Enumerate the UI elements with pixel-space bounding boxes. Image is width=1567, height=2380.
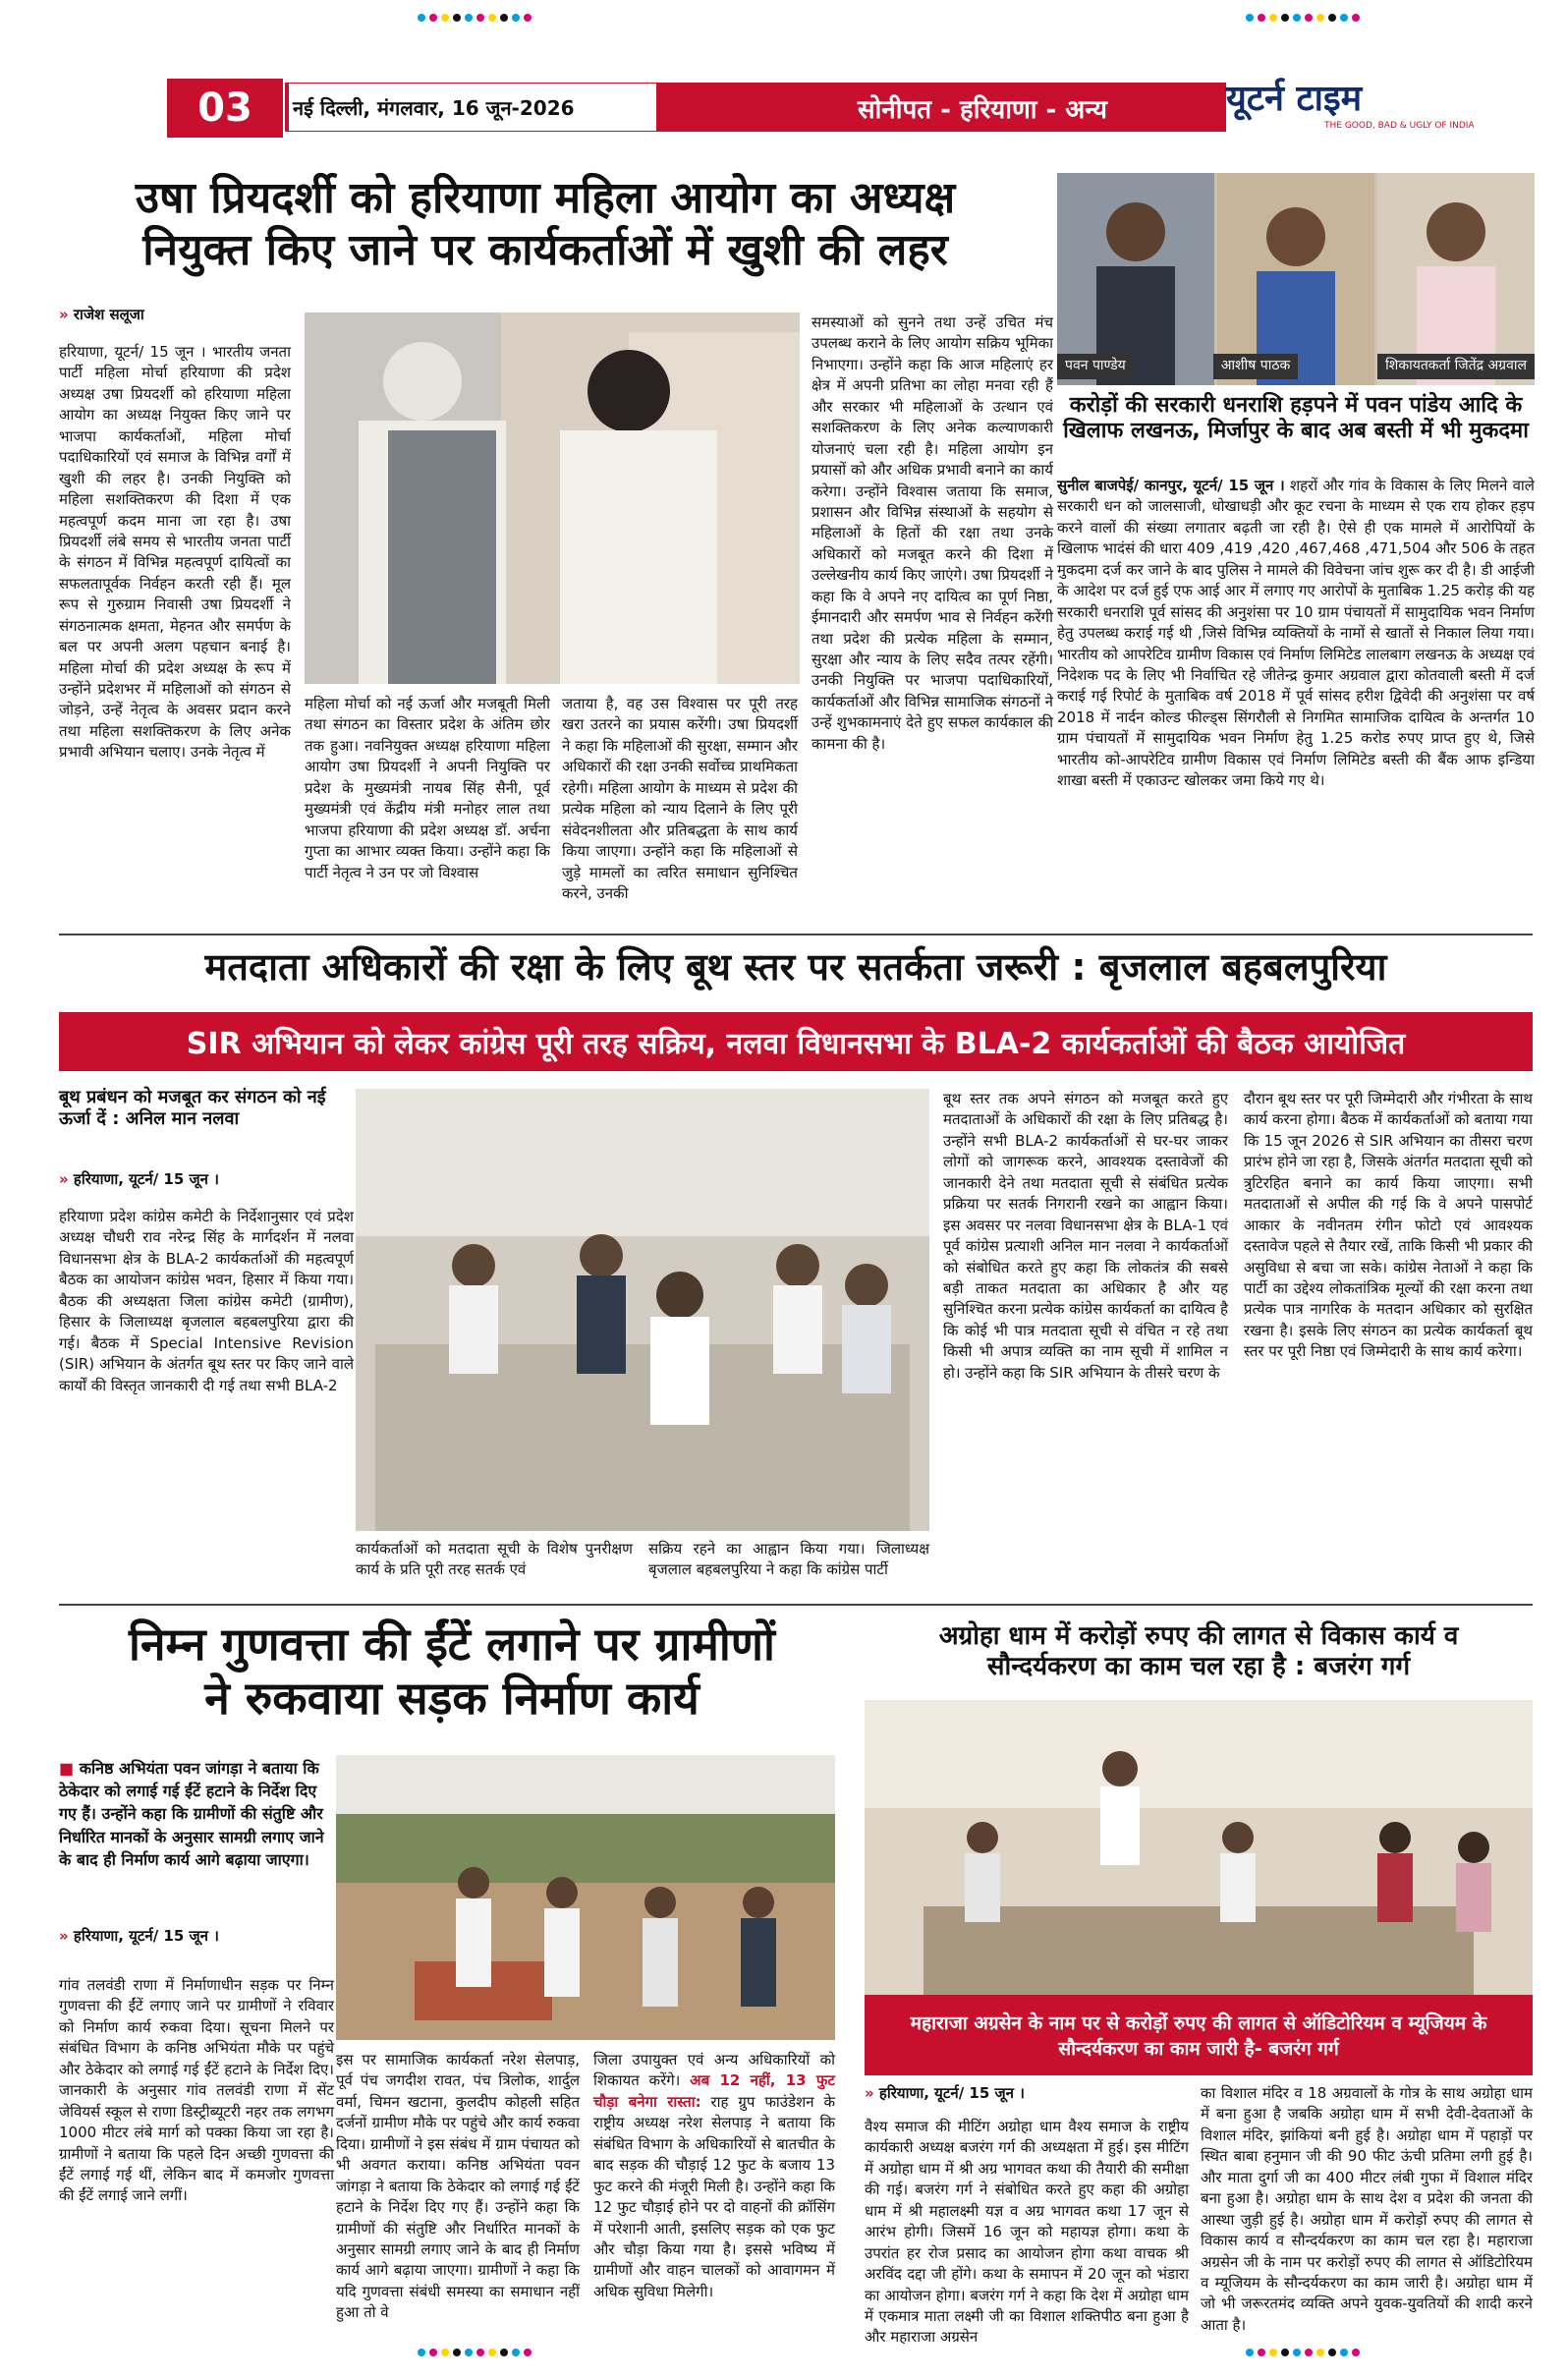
registration-dot <box>1340 14 1348 22</box>
photo-label-3: शिकायतकर्ता जितेंद्र अग्रवाल <box>1377 354 1535 379</box>
story5-headline-line2: सौन्दर्यकरण का काम चल रहा है : बजरंग गर्ग <box>986 1652 1411 1682</box>
page-number: 03 <box>167 79 283 138</box>
story1-col2: महिला मोर्चा को नई ऊर्जा और मजबूती मिली तथा संगठन का विस्तार प्रदेश के अंतिम छोर तक हुआ। नवनियुक्त अध्यक्ष हरियाणा महिला आयोग उषा प्रियदर्शी ने अपनी नियुक्ति पर प्रदेश के मुख्यमंत्री नायब सिंह सैनी, पूर्व मुख्यमंत्री एवं केंद्रीय मंत्री मनोहर लाल तथा भाजपा हरियाणा की प्रदेश अध्यक्ष डॉ. अर्चना गुप्ता का आभार व्यक्त किया। उन्होंने कहा कि पार्टी नेतृत्व ने उन पर जो विश्वास <box>305 695 550 881</box>
registration-marks-bottom-right <box>1246 2349 1360 2356</box>
story3-col4: दौरान बूथ स्तर पर पूरी जिम्मेदारी और गंभीरता के साथ कार्य करना होगा। बैठक में कार्यकर्ताओं को बताया गया कि 15 जून 2026 से SIR अभियान का तीसरा चरण प्रारंभ होने जा रहा है, जिसके अंतर्गत मतदाता सूची को त्रुटिरहित बनाने का कार्य किया जाएगा। सभी मतदाताओं से अपील की गई कि वे अपने पासपोर्ट आकार के नवीनतम रंगीन फोटो एवं आवश्यक दस्तावेज पहले से तैयार रखें, ताकि किसी भी प्रकार की असुविधा से बचा जा सके। कांग्रेस नेताओं ने कहा कि पार्टी का उद्देश्य लोकतांत्रिक मूल्यों की रक्षा करना तथा प्रत्येक पात्र नागरिक के मतदान अधिकार को सुरक्षित रखना है। इसके लिए संगठन का प्रत्येक कार्यकर्ता बूथ स्तर पर पूरी निष्ठा एवं जिम्मेदारी के साथ कार्य करेगा। <box>1244 1090 1533 1361</box>
registration-dot <box>465 14 473 22</box>
registration-dot <box>429 14 437 22</box>
registration-dot <box>1305 14 1313 22</box>
story1-col3: जताया है, वह उस विश्वास पर पूरी तरह खरा उतरने का प्रयास करेंगी। उषा प्रियदर्शी ने कहा कि महिलाओं की सुरक्षा, सम्मान और अधिकारों की रक्षा उनकी सर्वोच्च प्राथमिकता रहेगी। महिला आयोग के माध्यम से प्रदेश की प्रत्येक महिला को न्याय दिलाने के लिए पूरी संवेदनशीलता और प्रतिबद्धता के साथ कार्य किया जाएगा। उन्होंने कहा कि महिलाओं से जुड़े मामलों का त्वरित समाधान सुनिश्चित करने, उनकी <box>562 695 798 902</box>
story5-headline <box>865 1621 1533 1682</box>
story3-col2b: सक्रिय रहने का आह्वान किया गया। जिलाध्यक्ष बृजलाल बहबलपुरिया ने कहा कि कांग्रेस पार्टी <box>648 1540 929 1579</box>
registration-dot <box>441 14 449 22</box>
story1-photo <box>305 312 800 684</box>
story5-headline-line1: अग्रोहा धाम में करोड़ों रुपए की लागत से विकास कार्य व <box>938 1621 1459 1651</box>
story1-headline-line2: नियुक्त किए जाने पर कार्यकर्ताओं में खुशी की लहर <box>142 224 948 275</box>
registration-dot <box>1269 2349 1277 2356</box>
story4-headline <box>59 1617 845 1726</box>
story3-red-banner: SIR अभियान को लेकर कांग्रेस पूरी तरह सक्रिय, नलवा विधानसभा के BLA-2 कार्यकर्ताओं की बैठक आयोजित <box>59 1012 1533 1071</box>
photo-label-1: पवन पाण्डेय <box>1057 354 1134 379</box>
registration-marks-bottom-left <box>418 2349 532 2356</box>
registration-dot <box>1246 14 1254 22</box>
story2-headline: करोड़ों की सरकारी धनराशि हड़पने में पवन पांडेय आदि के खिलाफ लखनऊ, मिर्जापुर के बाद अब बस्ती में भी मुकदमा <box>1063 393 1529 444</box>
story5-red-caption: महाराजा अग्रसेन के नाम पर से करोड़ों रुपए की लागत से ऑडिटोरियम व म्यूजियम के सौन्दर्यकरण का काम जारी है- बजरंग गर्ग <box>865 1995 1533 2075</box>
story5-col2: का विशाल मंदिर व 18 अग्रवालों के गोत्र के साथ अग्रोहा धाम में बना हुआ है जबकि अग्रोहा धाम में सभी देवी-देवताओं के विशाल मंदिर, झांकियां बनी हुई है। अग्रोहा धाम में पहाड़ों पर स्थित बाबा हनुमान जी की 90 फीट ऊंची प्रतिमा लगी हुई है। और माता दुर्गा जी का 400 मीटर लंबी गुफा में विशाल मंदिर बना हुआ है। अग्रोहा धाम के साथ देश व प्रदेश की जनता की आस्था जुड़ी हुई है। अग्रोहा धाम में करोड़ों रुपए की लागत से विकास कार्य व सौन्दर्यकरण का काम चल रहा है। महाराजा अग्रसेन जी के नाम पर करोड़ों रुपए की लागत से ऑडिटोरियम व म्यूजियम के सौन्दर्यकरण का काम जारी है। अग्रोहा धाम में जो भी जरूरतमंद व्यक्ति अपने युवक-युवतियों की शादी करने आता है। <box>1201 2084 1533 2334</box>
story4-photo <box>336 1755 835 2040</box>
registration-dot <box>476 14 484 22</box>
story4-col3 <box>593 2050 835 2309</box>
registration-dot <box>453 2349 461 2356</box>
story1-headline <box>59 173 1032 277</box>
story1-col4: समस्याओं को सुनने तथा उन्हें उचित मंच उपलब्ध कराने के लिए आयोग सक्रिय भूमिका निभाएगा। उन्होंने कहा कि आज महिलाएं हर क्षेत्र में अपनी प्रतिभा का लोहा मनवा रही हैं और सरकार भी महिलाओं के उत्थान एवं सशक्तिकरण के लिए अनेक कल्याणकारी योजनाएं चला रही है। महिला आयोग इन प्रयासों को और अधिक प्रभावी बनाने का कार्य करेगा। उन्होंने विश्वास जताया कि समाज, प्रशासन और विभिन्न संस्थाओं के सहयोग से महिलाओं के हितों की रक्षा तथा उनके अधिकारों को मजबूत करने की दिशा में उल्लेखनीय कार्य किए जाएंगे। उषा प्रियदर्शी ने कहा कि वे अपने नए दायित्व का पूर्ण निष्ठा, ईमानदारी और समर्पण भाव से निर्वहन करेंगी तथा प्रदेश की प्रत्येक महिला के सम्मान, सुरक्षा और न्याय के लिए सदैव तत्पर रहेंगी। उनकी नियुक्ति पर भाजपा पदाधिकारियों, कार्यकर्ताओं और विभिन्न सामाजिक संगठनों ने उन्हें शुभकामनाएं देते हुए सफल कार्यकाल की कामना की है। <box>811 313 1053 753</box>
story4-highlight: ■ कनिष्ठ अभियंता पवन जांगड़ा ने बताया कि ठेकेदार को लगाई गई ईंटें हटाने के निर्देश दिए गए हैं। उन्होंने कहा कि ग्रामीणों की संतुष्टि और निर्धारित मानकों के अनुसार सामग्री लगाए जाने के बाद ही निर्माण कार्य आगे बढ़ाया जाएगा। <box>59 1759 324 1869</box>
story3-col3: बूथ स्तर तक अपने संगठन को मजबूत करते हुए मतदाताओं के अधिकारों की रक्षा के लिए प्रतिबद्ध है। उन्होंने सभी BLA-2 कार्यकर्ताओं से घर-घर जाकर लोगों को जागरूक करने, आवश्यक दस्तावेजों की जानकारी देने तथा मतदाता सूची से संबंधित प्रत्येक प्रक्रिया पर सतर्क निगरानी रखने का आह्वान किया। इस अवसर पर नलवा विधानसभा क्षेत्र के BLA-1 एवं पूर्व कांग्रेस प्रत्याशी अनिल मान नलवा ने कार्यकर्ताओं को संबोधित करते हुए कहा कि लोकतंत्र की सबसे बड़ी ताकत मतदाता का अधिकार है और यह सुनिश्चित करना प्रत्येक कांग्रेस कार्यकर्ता का दायित्व है कि कोई भी पात्र मतदाता सूची से वंचित न रहे तथा किसी भी अपात्र व्यक्ति का नाम सूची में शामिल न हो। उन्होंने कहा कि SIR अभियान के तीसरे चरण के <box>943 1090 1228 1382</box>
registration-dot <box>500 2349 508 2356</box>
registration-dot <box>1328 14 1336 22</box>
registration-dot <box>512 14 520 22</box>
registration-marks-top-right <box>1246 14 1360 22</box>
story4-col3-text-a: जिला उपायुक्त एवं अन्य अधिकारियों को शिकायत करेंगे। <box>593 2051 835 2090</box>
registration-dot <box>1246 2349 1254 2356</box>
story3-subhead: बूथ प्रबंधन को मजबूत कर संगठन को नई ऊर्जा दें : अनिल मान नलवा <box>59 1087 326 1129</box>
registration-dot <box>465 2349 473 2356</box>
story2-byline: सुनील बाजपेई/ कानपुर, यूटर्न/ 15 जून । <box>1057 477 1285 494</box>
registration-dot <box>1293 2349 1301 2356</box>
registration-dot <box>1258 2349 1265 2356</box>
story4-byline: » हरियाणा, यूटर्न/ 15 जून । <box>59 1927 219 1945</box>
story3-col2a: कार्यकर्ताओं को मतदाता सूची के विशेष पुनरीक्षण कार्य के प्रति पूरी तरह सतर्क एवं <box>356 1540 633 1579</box>
registration-dot <box>1328 2349 1336 2356</box>
story3-col1: हरियाणा प्रदेश कांग्रेस कमेटी के निर्देशानुसार एवं प्रदेश अध्यक्ष चौधरी राव नरेन्द्र सिंह के मार्गदर्शन में नलवा विधानसभा क्षेत्र के BLA-2 कार्यकर्ताओं की महत्वपूर्ण बैठक का आयोजन कांग्रेस भवन, हिसार में किया गया। बैठक की अध्यक्षता जिला कांग्रेस कमेटी (ग्रामीण), हिसार के जिलाध्यक्ष बृजलाल बहबलपुरिया द्वारा की गई। बैठक में Special Intensive Revision (SIR) अभियान के अंतर्गत बूथ स्तर पर किए जाने वाले कार्यों की विस्तृत जानकारी दी गई तथा सभी BLA-2 <box>59 1208 354 1394</box>
story5-col1: वैश्य समाज की मीटिंग अग्रोहा धाम वैश्य समाज के राष्ट्रीय कार्यकारी अध्यक्ष बजरंग गर्ग की अध्यक्षता में हुई। इस मीटिंग में अग्रोहा धाम में श्री अग्र भागवत कथा की तैयारी की समीक्षा की गई। बजरंग गर्ग ने संबोधित करते हुए कहा की अग्रोहा धाम में श्री महालक्ष्मी यज्ञ व अग्र भागवत कथा 17 जून से आरंभ होगी। जिसमें 16 जून को महायज्ञ होगा। कथा के उपरांत हर रोज प्रसाद का आयोजन होगा कथा वाचक श्री अरविंद दद्दा जी होंगे। कथा के समापन में 20 जून को भंडारा का आयोजन होगा। बजरंग गर्ग ने कहा कि देश में अग्रोहा धाम में एकमात्र माता लक्ष्मी जी का विशाल शक्तिपीठ बना हुआ है और महाराजा अग्रसेन <box>865 2118 1189 2347</box>
registration-dot <box>429 2349 437 2356</box>
story4-headline-line1: निम्न गुणवत्ता की ईंटें लगाने पर ग्रामीणों <box>129 1617 775 1671</box>
registration-dot <box>476 2349 484 2356</box>
registration-dot <box>1293 14 1301 22</box>
story4-col3-text-b: राह ग्रुप फाउंडेशन के राष्ट्रीय अध्यक्ष नरेश सेलपाड़ ने बताया कि संबंधित विभाग के अधिकारियों से बातचीत के बाद सड़क की चौड़ाई 12 फुट के बजाय 13 फुट करने की मंजूरी मिली है। उन्होंने कहा कि 12 फुट चौड़ाई होने पर दो वाहनों की क्रॉसिंग में परेशानी आती, इसलिए सड़क को एक फुट और चौड़ा किया गया है। इससे भविष्य में ग्रामीणों और वाहन चालकों को आवागमन में अधिक सुविधा मिलेगी। <box>593 2092 835 2300</box>
story1-headline-line1: उषा प्रियदर्शी को हरियाणा महिला आयोग का अध्यक्ष <box>135 173 956 223</box>
story3-headline: मतदाता अधिकारों की रक्षा के लिए बूथ स्तर पर सतर्कता जरूरी : बृजलाल बहबलपुरिया <box>204 945 1387 989</box>
story2-photo-labels <box>1057 354 1535 379</box>
story4-headline-line2: ने रुकवाया सड़क निर्माण कार्य <box>204 1672 700 1726</box>
registration-dot <box>418 2349 425 2356</box>
registration-dot <box>1316 2349 1324 2356</box>
divider <box>59 934 1533 935</box>
registration-dot <box>1281 14 1289 22</box>
story2-body <box>1057 476 1535 924</box>
story5-byline: » हरियाणा, यूटर्न/ 15 जून । <box>865 2084 1025 2102</box>
registration-dot <box>1352 14 1360 22</box>
registration-dot <box>1281 2349 1289 2356</box>
story4-col1: गांव तलवंडी राणा में निर्माणाधीन सड़क पर निम्न गुणवत्ता की ईंटें लगाए जाने पर ग्रामीणों ने रविवार को निर्माण कार्य रुकवा दिया। सूचना मिलने पर संबंधित विभाग के कनिष्ठ अभियंता मौके पर पहुंचे और ठेकेदार को लगाई गई ईंटें हटाने के निर्देश दिए। जानकारी के अनुसार गांव तलवंडी राणा में सेंट जेवियर्स स्कूल से राणा डिस्ट्रीब्यूटरी नहर तक लगभग 1000 मीटर लंबे मार्ग को पक्का किया जा रहा है। ग्रामीणों ने बताया कि पहले दिन अच्छी गुणवत्ता की ईंटें लगाई गई थीं, लेकिन बाद में कमजोर गुणवत्ता की ईंटें लगाई जाने लगीं। <box>59 1976 334 2205</box>
story3-photo <box>356 1089 929 1531</box>
bullet-icon: ■ <box>59 1759 80 1778</box>
story4-col2: इस पर सामाजिक कार्यकर्ता नरेश सेलपाड़, पूर्व पंच जगदीश रावत, पंच त्रिलोक, शार्दुल वर्मा, चिमन खटाना, कुलदीप कोहली सहित दर्जनों ग्रामीण मौके पर पहुंचे और कार्य रुकवा दिया। ग्रामीणों ने इस संबंध में ग्राम पंचायत को भी अवगत कराया। कनिष्ठ अभियंता पवन जांगड़ा ने बताया कि ठेकेदार को लगाई गई ईंटें हटाने के निर्देश दिए गए हैं। उन्होंने कहा कि ग्रामीणों की संतुष्टि और निर्धारित मानकों के अनुसार सामग्री लगाए जाने के बाद ही निर्माण कार्य आगे बढ़ाया जाएगा। ग्रामीणों ने कहा कि यदि गुणवत्ता संबंधी समस्या का समाधान नहीं हुआ तो वे <box>336 2051 580 2322</box>
registration-dot <box>1305 2349 1313 2356</box>
masthead-brand <box>1226 73 1521 138</box>
registration-dot <box>512 2349 520 2356</box>
registration-dot <box>1352 2349 1360 2356</box>
story4-subhead: अब 12 नहीं, 13 फुट चौड़ा बनेगा रास्ता: <box>593 2071 835 2111</box>
registration-dot <box>488 2349 496 2356</box>
registration-dot <box>500 14 508 22</box>
story1-byline: » राजेश सलूजा <box>59 306 144 323</box>
registration-dot <box>1258 14 1265 22</box>
story1-col1: हरियाणा, यूटर्न/ 15 जून । भारतीय जनता पार्टी महिला मोर्चा हरियाणा की प्रदेश अध्यक्ष उषा प्रियदर्शी को हरियाणा महिला आयोग का अध्यक्ष नियुक्त किए जाने पर भाजपा कार्यकर्ताओं, महिला मोर्चा पदाधिकारियों एवं समाज के विभिन्न वर्गों में खुशी की लहर है। उनकी नियुक्ति को महिला सशक्तिकरण की दिशा में एक महत्वपूर्ण कदम माना जा रहा है। उषा प्रियदर्शी लंबे समय से भारतीय जनता पार्टी के संगठन में विभिन्न महत्वपूर्ण दायित्वों का सफलतापूर्वक निर्वहन करती रही हैं। मूल रूप से गुरुग्राम निवासी उषा प्रियदर्शी ने संगठनात्मक क्षमता, मेहनत और समर्पण के बल पर अपनी अलग पहचान बनाई है। महिला मोर्चा की प्रदेश अध्यक्ष के रूप में उन्होंने प्रदेशभर में महिलाओं को संगठन से जोड़ने, उन्हें नेतृत्व के अवसर प्रदान करने तथा महिला सशक्तिकरण के लिए अनेक प्रभावी अभियान चलाए। उनके नेतृत्व में <box>59 343 291 762</box>
registration-dot <box>488 14 496 22</box>
brand-logo: यूटर्न टाइम <box>1226 78 1363 119</box>
divider-2 <box>59 1604 1533 1606</box>
registration-dot <box>524 14 532 22</box>
registration-dot <box>1269 14 1277 22</box>
story2-text: शहरों और गांव के विकास के लिए मिलने वाले सरकारी धन को जालसाजी, धोखाधड़ी और कूट रचना के माध्यम से एक राय होकर हड़प करने वालों की संख्या लगातार बढ़ती जा रही है। ऐसे ही एक मामले में आरोपियों के खिलाफ भादंसं की धारा 409 ,419 ,420 ,467,468 ,471,504 और 506 के तहत मुकदमा दर्ज कर जाने के बाद पुलिस ने मामले की विवेचना जांच शुरू कर दी है। डी आईजी के आदेश पर दर्ज हुई एफ आई आर में लगाए गए आरोपों के मुताबिक 1.25 करोड़ की यह सरकारी धनराशि पूर्व सांसद की अनुशंसा पर 10 ग्राम पंचायतों में सामुदायिक भवन निर्माण हेतु उपलब्ध कराई गई थी ,जिसे विभिन्न व्यक्तियों के नामों से खातों से निकाल लिया गया। भारतीय को आपरेटिव ग्रामीण विकास एवं निर्माण लिमिटेड लालबाग लखनऊ के अध्यक्ष एवं निदेशक पद के लिए भी निर्वाचित रहे जीतेन्द्र कुमार अग्रवाल द्वारा कोतवाली बस्ती में दर्ज कराई गई रिपोर्ट के मुताबिक वर्ष 2018 में पूर्व सांसद हरीश द्विवेदी की अनुशंसा पर वर्ष 2018 में नार्दन कोल्ड फील्ड्स सिंगरौली से निगमित सामाजिक दायित्व के अन्तर्गत 10 ग्राम पंचायतों में सामुदायिक भवन निर्माण हेतु 1.25 करोड रुपए प्राप्त हुए थे, जिसे भारतीय को-आपरेटिव ग्रामीण विकास एवं निर्माण लिमिटेड बस्ती की बैंक आफ इन्डिया शाखा बस्ती में एकाउन्ट खोलकर जमा किये गए थे। <box>1057 477 1535 790</box>
registration-dot <box>441 2349 449 2356</box>
story5-photo <box>865 1700 1533 1995</box>
section-title: सोनीपत - हरियाणा - अन्य <box>858 95 1107 125</box>
registration-marks-top-left <box>418 14 532 22</box>
registration-dot <box>524 2349 532 2356</box>
registration-dot <box>418 14 425 22</box>
registration-dot <box>1316 14 1324 22</box>
brand-tagline: THE GOOD, BAD & UGLY OF INDIA <box>1324 121 1475 131</box>
photo-label-2: आशीष पाठक <box>1213 354 1298 379</box>
registration-dot <box>1340 2349 1348 2356</box>
registration-dot <box>453 14 461 22</box>
dateline: नई दिल्ली, मंगलवार, 16 जून-2026 <box>289 84 656 131</box>
story3-byline: » हरियाणा, यूटर्न/ 15 जून । <box>59 1170 219 1188</box>
